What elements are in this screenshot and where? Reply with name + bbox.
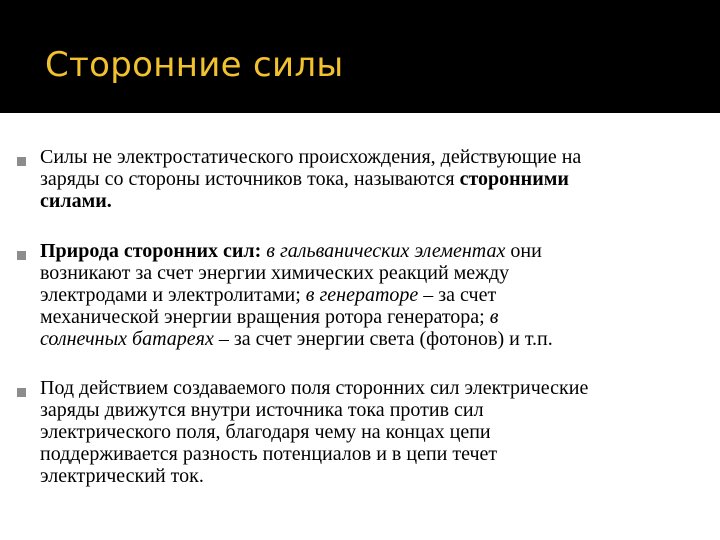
text-line [40,190,710,212]
text-line [40,328,710,350]
bullet-square-icon [17,388,26,397]
text-run: электрического поля, благодаря чему на концах цепи [40,421,491,443]
bullet-square-icon [17,251,26,260]
text-run: механической энергии вращения ротора генератора; [40,306,490,328]
text-line [40,399,710,421]
text-run: солнечных батареях [40,328,214,350]
text-run: в генераторе [305,284,419,306]
text-line [40,306,710,328]
text-run: силами. [40,190,112,212]
text-run: – за счет энергии света (фотонов) и т.п. [213,328,553,350]
text-line [40,240,710,262]
text-run: электрический ток. [40,465,204,487]
title-bar [0,0,720,113]
text-run: сторонними [459,168,569,190]
text-run: электродами и электролитами; [40,284,306,306]
bullet-text [40,377,710,487]
bullet-text [40,240,710,350]
text-line [40,421,710,443]
text-run: возникают за счет энергии химических реакций между [40,262,510,284]
text-run: Природа сторонних сил: [40,240,262,262]
text-line [40,262,710,284]
text-line [40,168,710,190]
bullet-text [40,146,710,212]
text-run: в [489,306,499,328]
text-line [40,284,710,306]
text-run: заряды движутся внутри источника тока против сил [40,399,484,421]
text-line [40,377,710,399]
text-run: Силы не электростатического происхождения, действующие на [40,146,582,168]
text-run: Под действием создаваемого поля сторонних сил электрические [40,377,589,399]
text-line [40,465,710,487]
bullet-square-icon [17,157,26,166]
text-run: поддерживается разность потенциалов и в цепи течет [40,443,498,465]
text-line [40,443,710,465]
slide-title: Сторонние силы [45,45,344,85]
text-line [40,146,710,168]
text-run: в гальванических элементах [266,240,506,262]
text-run: – за счет [418,284,497,306]
text-run: заряды со стороны источников тока, называются [40,168,460,190]
text-run: они [505,240,542,262]
